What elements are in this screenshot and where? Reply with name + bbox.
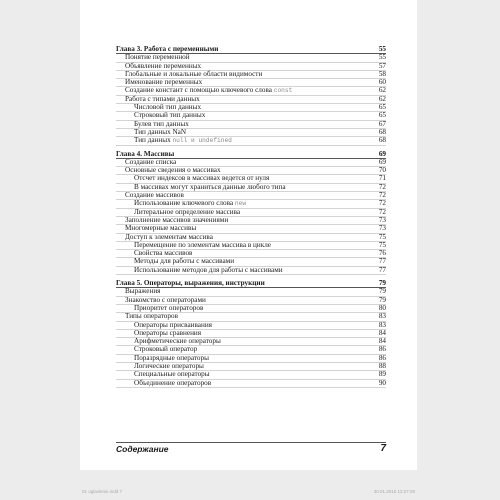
toc-entry-text: Операторы присваивания (134, 320, 212, 329)
toc-entry-page: 55 (378, 53, 386, 62)
toc-entry-title (134, 111, 205, 119)
toc-entry-text: Понятие переменной (125, 53, 190, 62)
toc-entry-text: В массивах могут храниться данные любого типа (134, 182, 286, 191)
toc-entry-page: 88 (378, 361, 386, 370)
toc-entry-page: 72 (378, 182, 386, 191)
toc-entry-text: Использование методов для работы с массивами (134, 265, 283, 274)
toc-entry-page: 65 (378, 111, 386, 120)
toc-entry-text: Тип данных (134, 136, 173, 145)
toc-entry-page: 79 (378, 295, 386, 304)
toc-entry-page: 75 (378, 232, 386, 241)
toc-entry-text: Работа с типами данных (125, 94, 200, 103)
toc-entry[interactable] (116, 137, 386, 145)
toc-entry-text: Доступ к элементам массива (125, 232, 213, 241)
toc-entry-text: Тип данных NaN (134, 127, 187, 136)
toc-entry-page: 75 (378, 240, 386, 249)
toc-entry-page: 79 (378, 287, 386, 296)
footer-title: Содержание (116, 444, 169, 454)
toc-entry[interactable] (116, 267, 386, 275)
toc-entry-page: 69 (378, 157, 386, 166)
toc-entry-title (125, 53, 190, 61)
toc-entry-title (134, 241, 271, 249)
toc-entry-title (134, 370, 210, 378)
toc-entry-title (125, 95, 200, 103)
toc-entry-title (125, 287, 160, 295)
toc-entry-page: 89 (378, 370, 386, 379)
toc-entry-text: Создание массивов (125, 191, 184, 200)
print-meta-right: 30.01.2015 12:27:08 (373, 489, 415, 494)
toc-entry-page: 57 (378, 61, 386, 70)
toc-entry-title (125, 216, 228, 224)
toc-entry-title (134, 266, 283, 274)
toc-entry-text: Создание списка (125, 157, 177, 166)
footer-page-number: 7 (380, 443, 386, 454)
toc-entry-title (125, 233, 213, 241)
toc-entry-text: Литеральное определение массива (134, 207, 241, 216)
toc-entry-text: Поразрядные операторы (134, 353, 209, 362)
toc-entry-text: Глава 4. Массивы (116, 149, 175, 158)
toc-entry-page: 60 (378, 78, 386, 87)
toc-entry-page: 71 (378, 174, 386, 183)
toc-entry-page: 69 (378, 149, 386, 158)
toc-entry-page: 55 (378, 45, 386, 53)
footer-divider (116, 442, 386, 443)
toc-entry-page: 72 (378, 199, 386, 208)
toc-entry-page: 83 (378, 312, 386, 321)
toc-entry-title (134, 103, 201, 111)
toc-entry-page: 86 (378, 345, 386, 354)
toc-entry-page: 62 (378, 94, 386, 103)
toc-entry-page: 70 (378, 166, 386, 175)
toc-entry-text: Создание констант с помощью ключевого слова (125, 86, 274, 95)
toc-entry[interactable] (116, 380, 386, 388)
toc-entry-text: Арифметические операторы (134, 337, 221, 346)
toc-entry-title (134, 379, 211, 387)
toc-entry-page: 73 (378, 215, 386, 224)
toc-entry-title (116, 279, 265, 287)
toc-entry-page: 58 (378, 69, 386, 78)
toc-entry-page: 72 (378, 207, 386, 216)
toc-entry-title (125, 158, 176, 166)
toc-entry-title (134, 183, 286, 191)
toc-entry-page: 76 (378, 249, 386, 258)
toc-entry-title (125, 62, 201, 70)
toc-entry-page: 90 (378, 378, 386, 387)
toc-entry-text: Булев тип данных (134, 119, 189, 128)
toc-entry-page: 72 (378, 191, 386, 200)
toc-entry-text: Именование переменных (125, 78, 203, 87)
toc-entry-title (134, 208, 240, 216)
toc-entry-title (134, 120, 189, 128)
table-of-contents (116, 46, 386, 388)
toc-entry-text: Строковый тип данных (134, 111, 206, 120)
toc-entry-page: 62 (378, 86, 386, 95)
toc-entry-page: 84 (378, 337, 386, 346)
toc-entry-text: Числовой тип данных (134, 103, 202, 112)
toc-entry-page: 65 (378, 103, 386, 112)
toc-entry-title (125, 191, 184, 199)
toc-entry-title (134, 354, 209, 362)
toc-entry-text: Операторы сравнения (134, 328, 202, 337)
toc-entry-text: Глава 3. Работа с переменными (116, 45, 219, 53)
toc-entry-title (134, 128, 186, 136)
toc-entry-page: 84 (378, 328, 386, 337)
toc-entry-title (125, 296, 206, 304)
toc-entry-text: Объединение операторов (134, 378, 212, 387)
toc-entry-text: Отсчет индексов в массивах ведется от нуля (134, 174, 270, 183)
toc-entry-title (125, 166, 221, 174)
toc-entry-text: Использование ключевого слова (134, 199, 235, 208)
print-meta-left: 01 oglavlenie.indd 7 (82, 489, 123, 494)
toc-entry-title (125, 70, 262, 78)
toc-entry-page: 83 (378, 320, 386, 329)
toc-entry-title (134, 345, 197, 353)
toc-entry-text: Приоритет операторов (134, 303, 204, 312)
toc-entry-text: Объявление переменных (125, 61, 202, 70)
toc-entry-title (134, 321, 212, 329)
toc-entry-text: Многомерные массивы (125, 224, 197, 233)
toc-entry-text: Методы для работы с массивами (134, 257, 235, 266)
toc-entry-title (134, 337, 221, 345)
toc-entry-title (134, 329, 201, 337)
toc-entry-text: Типы операторов (125, 312, 178, 321)
toc-entry-page: 79 (378, 279, 386, 288)
toc-entry-text: Заполнение массивов значениями (125, 215, 229, 224)
toc-entry-text: Строковый оператор (134, 345, 198, 354)
toc-entry-page: 68 (378, 136, 386, 145)
toc-entry-code: new (234, 200, 247, 208)
toc-entry-title (125, 224, 196, 232)
toc-entry-page: 77 (378, 257, 386, 266)
toc-entry-page: 73 (378, 224, 386, 233)
toc-entry-code: const (273, 87, 293, 95)
toc-entry-page: 77 (378, 265, 386, 274)
toc-entry-code: null и undefined (172, 137, 232, 145)
toc-entry-text: Специальные операторы (134, 370, 210, 379)
toc-entry-page: 67 (378, 119, 386, 128)
toc-entry-text: Глава 5. Операторы, выражения, инструкции (116, 279, 265, 288)
toc-entry-title (134, 136, 232, 145)
toc-entry-title (125, 312, 178, 320)
toc-entry-title (116, 45, 218, 53)
toc-entry-page: 86 (378, 353, 386, 362)
toc-entry-page: 68 (378, 127, 386, 136)
toc-entry-title (134, 257, 234, 265)
toc-entry-title (116, 150, 174, 158)
toc-entry-text: Основные сведения о массивах (125, 166, 221, 175)
toc-entry-text: Знакомство с операторами (125, 295, 206, 304)
toc-entry-page: 80 (378, 303, 386, 312)
toc-entry-title (134, 304, 203, 312)
toc-entry-title (125, 78, 202, 86)
toc-entry-text: Выражения (125, 287, 161, 296)
toc-entry-title (134, 174, 269, 182)
toc-entry-text: Глобальные и локальные области видимости (125, 69, 263, 78)
toc-entry-text: Свойства массивов (134, 249, 193, 258)
toc-entry-text: Логические операторы (134, 361, 204, 370)
toc-entry-title (134, 249, 192, 257)
toc-entry-title (134, 362, 204, 370)
toc-entry-text: Перемещение по элементам массива в цикле (134, 240, 271, 249)
